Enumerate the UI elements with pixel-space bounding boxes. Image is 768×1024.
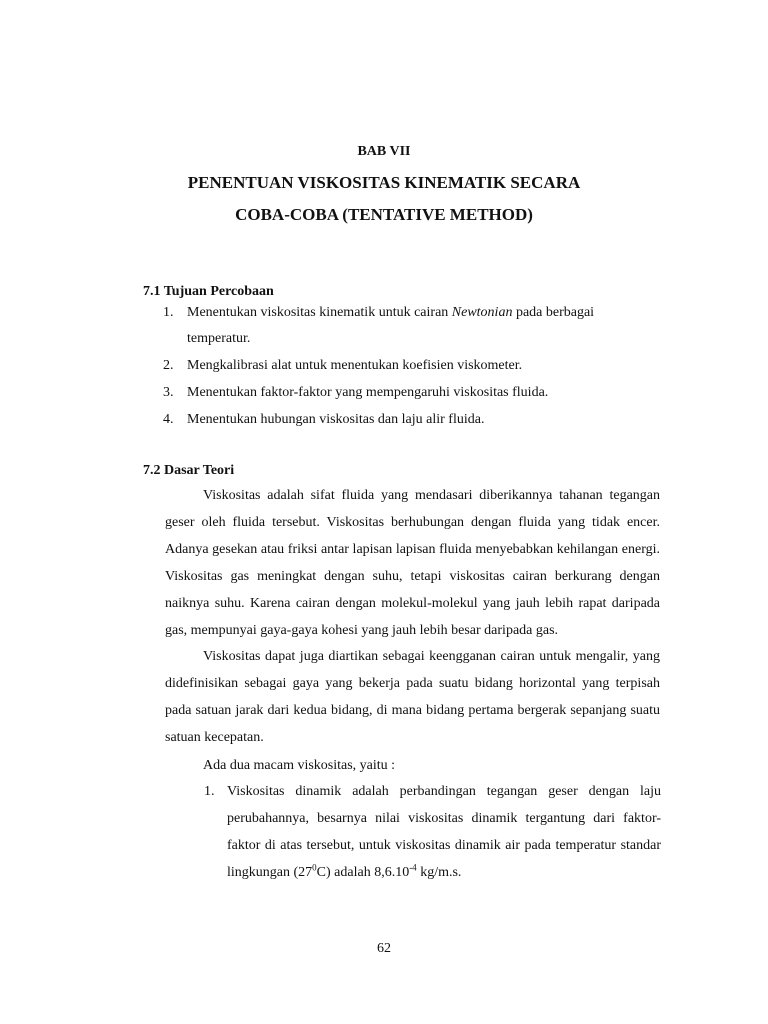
list-item-continuation: temperatur. <box>187 331 251 346</box>
list-number: 4. <box>163 412 174 427</box>
chapter-label: BAB VII <box>357 144 411 159</box>
list-number: 2. <box>163 358 174 373</box>
list-item: Menentukan viskositas kinematik untuk cairan Newtonian pada berbagai <box>187 305 595 320</box>
paragraph-1: Viskositas adalah sifat fluida yang mendasari diberikannya tahanan tegangan geser oleh fluida tersebut. Viskositas berhubungan dengan fluida yang tidak encer. Adanya gesekan atau friksi antar lapisan lapisan fluida menyebabkan kehilangan energi. Viskositas gas meningkat dengan suhu, tetapi viskositas cairan berkurang dengan naiknya suhu. Karena cairan dengan molekul-molekul yang jauh lebih rapat daripada gas, mempunyai gaya-gaya kohesi yang jauh lebih besar daripada gas. <box>165 488 660 638</box>
list-item: Menentukan faktor-faktor yang mempengaruhi viskositas fluida. <box>187 385 549 400</box>
list-number: 3. <box>163 385 174 400</box>
section-heading-dasar-teori: 7.2 Dasar Teori <box>143 463 235 478</box>
list-item: Mengkalibrasi alat untuk menentukan koefisien viskometer. <box>187 358 523 373</box>
sublist-number: 1. <box>204 784 215 799</box>
section-heading-tujuan: 7.1 Tujuan Percobaan <box>143 284 274 299</box>
chapter-title-line2: COBA-COBA (TENTATIVE METHOD) <box>235 205 533 224</box>
list-number: 1. <box>163 305 174 320</box>
paragraph-3: Ada dua macam viskositas, yaitu : <box>203 758 396 773</box>
paragraph-2: Viskositas dapat juga diartikan sebagai keengganan cairan untuk mengalir, yang didefinisikan sebagai gaya yang bekerja pada suatu bidang horizontal yang terpisah pada satuan jarak dari kedua bidang, di mana bidang pertama bergerak sepanjang suatu satuan kecepatan. <box>165 649 660 745</box>
page-number: 62 <box>377 941 391 956</box>
sublist-item: Viskositas dinamik adalah perbandingan tegangan geser dengan laju perubahannya, besarnya nilai viskositas dinamik tergantung dari faktor-faktor di atas tersebut, untuk viskositas dinamik air pada temperatur standar lingkungan $(27^0C)$ adalah $8,6.10^{-4}$ kg/m.s. <box>227 784 661 880</box>
list-item: Menentukan hubungan viskositas dan laju alir fluida. <box>187 412 485 427</box>
chapter-title-line1: PENENTUAN VISKOSITAS KINEMATIK SECARA <box>187 173 581 192</box>
